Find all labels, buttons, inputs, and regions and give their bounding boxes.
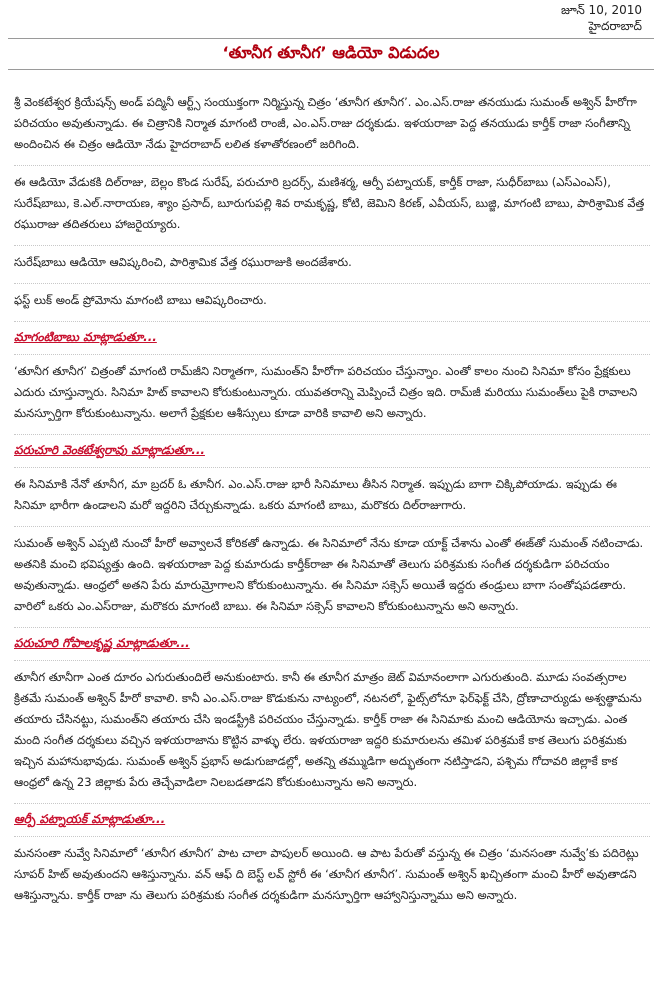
divider bbox=[14, 321, 650, 322]
intro-paragraph: శ్రీ వెంకటేశ్వర క్రియేషన్స్ అండ్ పద్మినీ ఆర్ట్స్ సంయుక్తంగా నిర్మిస్తున్న చిత్రం ‘తూనీగ తూనీగ’. ఎం.ఎస్.రాజు తనయుడు సుమంత్ అశ్విన్ హీరోగా పరిచయం అవుతున్నాడు. ఈ చిత్రానికి నిర్మాత మాగంటి రాంజీ, ఎం.ఎస్.రాజు దర్శకుడు. ఇళయరాజా పెద్ద తనయుడు కార్తీక్ రాజా సంగీతాన్ని అందించిన ఈ చిత్రం ఆడియో నేడు హైదరాబాద్ లలిత కళాతోరణంలో జరిగింది. bbox=[14, 95, 637, 151]
divider bbox=[14, 467, 650, 468]
dateline bbox=[561, 2, 642, 34]
audio-launch-paragraph: సురేష్‌బాబు ఆడియో ఆవిష్కరించి, పారిశ్రామిక వేత్త రఘురాజుకి అందజేశారు. bbox=[14, 255, 352, 269]
attendees-paragraph: ఈ ఆడియో వేడుకకి దిల్‌రాజు, బెల్లం కొండ సురేష్, పరుచూరి బ్రదర్స్, మణిశర్మ, ఆర్పీ పట్నాయక్, కార్తీక్ రాజా, సుధీర్‌బాబు (ఎస్ఎంఎస్), సురేష్‌బాబు, కె.ఎల్.నారాయణ, శ్యాం ప్రసాద్, బూరుగుపల్లి శివ రామకృష్ణ, కోటి, జెమిని కిరణ్, ఎవీయస్, బుజ్జి, మాగంటి బాబు, పారిశ్రామిక వేత్త రఘురాజు తదితరులు హాజరైయ్యారు. bbox=[14, 175, 645, 231]
section-heading-paruchuri-gopalakrishna: పరుచూరి గోపాలకృష్ణ మాట్లాడుతూ... bbox=[14, 636, 190, 650]
article-title: ‘తూనీగ తూనీగ’ ఆడియో విడుదల bbox=[222, 42, 440, 62]
section-paragraph: తూనీగ తూనీగా ఎంత దూరం ఎగురుతుందిలే అనుకుంటారు. కానీ ఈ తూనీగ మాత్రం జెట్ విమానంలాగా ఎగురుతుంది. మూడు సంవత్సరాల క్రితమే సుమంత్ అశ్విన్ హీరో కావాలి. కానీ ఎం.ఎస్.రాజు కొడుకును నాట్యంలో, నటనలో, ఫైట్స్‌లోనూ ఫెర్‌ఫెక్ట్ చేసి, ద్రోణాచార్యుడు అశ్వత్థామను తయారు చేసినట్టు, సుమంత్‌ని తయారు చేసి ఇండస్ట్రీకి పరిచయం చేస్తున్నాడు. కార్తీక్ రాజా ఈ సినిమాకు మంచి ఆడియోను ఇచ్చాడు. ఎంత మంది సంగీత దర్శకులు వచ్చిన ఇళయరాజాను కొట్టిన వాళ్ళు లేరు. ఇళయరాజా ఇద్దరి కుమారులను తమిళ పరిశ్రమకే కాక తెలుగు పరిశ్రమకు ఇచ్చిన మహానుభావుడు. సుమంత్ అశ్విన్ ప్రభాస్ అడుగుజాడల్లో, అతన్ని తమ్ముడిగా అద్భుతంగా నటిస్తాడని, పశ్చిమ గోదావరి జిల్లాకే కాక ఆంధ్రలో ఉన్న 23 జిల్లాకు పేరు తెచ్చేవాడిలా నిలబడతాడని కోరుకుంటున్నాను అని అన్నారు. bbox=[14, 670, 642, 789]
divider bbox=[14, 627, 650, 628]
article-title-bar bbox=[8, 38, 654, 70]
article-date: జూన్ 10, 2010 bbox=[560, 3, 642, 17]
divider bbox=[14, 245, 650, 246]
divider bbox=[14, 434, 650, 435]
section-paragraph: ‘తూనీగ తూనీగ’ చిత్రంతో మాగంటి రామ్‌జీని నిర్మాతగా, సుమంత్‌ని హీరోగా పరిచయం చేస్తున్నాం. ఎంతో కాలం నుంచి సినిమా కోసం ప్రేక్షకులు ఎదురు చూస్తున్నారు. సినిమా హిట్ కావాలని కోరుకుంటున్నారు. యువతరాన్ని మెప్పించే చిత్రం ఇది. రామ్‌జీ మరియు సుమంత్‌లు పైకి రావాలని మనస్పూర్తిగా కోరుకుంటున్నాను. అలాగే ప్రేక్షకుల ఆశీస్సులు కూడా వారికి కావాలి అని అన్నారు. bbox=[14, 364, 638, 420]
section-paragraph: సుమంత్ అశ్విన్ ఎప్పటి నుంచో హీరో అవ్వాలనే కోరికతో ఉన్నాడు. ఈ సినిమాలో నేను కూడా యాక్ట్ చేశాను ఎంతో ఈజ్‌తో సుమంత్ నటించాడు. అతనికి మంచి భవిష్యత్తు ఉంది. ఇళయరాజా పెద్ద కుమారుడు కార్తీక్‌రాజా ఈ సినిమాతో తెలుగు పరిశ్రమకు సంగీత దర్శకుడిగా పరిచయం అవుతున్నాడు. ఆంధ్రలో అతని పేరు మారుమ్రోగాలని కోరుకుంటున్నాను. ఈ సినిమా సక్సెస్ అయితే ఇద్దరు తండ్రులు బాగా సంతోషపడతారు. వారిలో ఒకరు ఎం.ఎస్‌రాజు, మరొకరు మాగంటి బాబు. ఈ సినిమా సక్సెస్ కావాలని కోరుకుంటున్నాను అని అన్నారు. bbox=[14, 536, 644, 613]
section-heading-rp-patnaik: ఆర్పీ పట్నాయక్ మాట్లాడుతూ... bbox=[14, 812, 166, 826]
divider bbox=[14, 526, 650, 527]
section-heading-maganti-babu: మాగంటిబాబు మాట్లాడుతూ... bbox=[14, 330, 157, 344]
article-body bbox=[14, 92, 650, 916]
section-paragraph: ఈ సినిమాకి నేనో తూనీగ, మా బ్రదర్ ఓ తూనీగ. ఎం.ఎస్.రాజు భారీ సినిమాలు తీసిన నిర్మాత. ఇప్పుడు బాగా చిక్కిపోయాడు. ఇప్పుడు ఈ సినిమా భారీగా ఉండాలని మరో ఇద్దరిని చేర్చుకున్నాడు. ఒకరు మాగంటి బాబు, మరొకరు దిల్‌రాజుగారు. bbox=[14, 477, 617, 512]
divider bbox=[14, 803, 650, 804]
divider bbox=[14, 283, 650, 284]
first-look-paragraph: ఫస్ట్ లుక్ అండ్ ప్రోమోను మాగంటి బాబు ఆవిష్కరించారు. bbox=[14, 293, 267, 307]
section-paragraph: మనసంతా నువ్వే సినిమాలో ‘తూనీగ తూనీగ’ పాట చాలా పాపులర్ అయింది. ఆ పాట పేరుతో వస్తున్న ఈ చిత్రం ‘మనసంతా నువ్వే’కు పదిరెట్లు సూపర్ హిట్ అవుతుందని ఆశిస్తున్నాను. వన్ ఆఫ్ ది బెస్ట్ లవ్ స్టోరీ ఈ ‘తూనీగ తూనీగ’. సుమంత్ అశ్విన్ ఖచ్చితంగా మంచి హీరో అవుతాడని ఆశిస్తున్నాను. కార్తీక్ రాజా ను తెలుగు పరిశ్రమకు సంగీత దర్శకుడిగా మనస్ఫూర్తిగా ఆహ్వానిస్తున్నాము అని అన్నారు. bbox=[14, 846, 639, 902]
article-place: హైదరాబాద్ bbox=[588, 19, 642, 33]
divider bbox=[14, 660, 650, 661]
section-heading-paruchuri-venkateswara-rao: పరుచూరి వెంకటేశ్వరావు మాట్లాడుతూ... bbox=[14, 443, 205, 457]
divider bbox=[14, 836, 650, 837]
divider bbox=[14, 165, 650, 166]
divider bbox=[14, 354, 650, 355]
